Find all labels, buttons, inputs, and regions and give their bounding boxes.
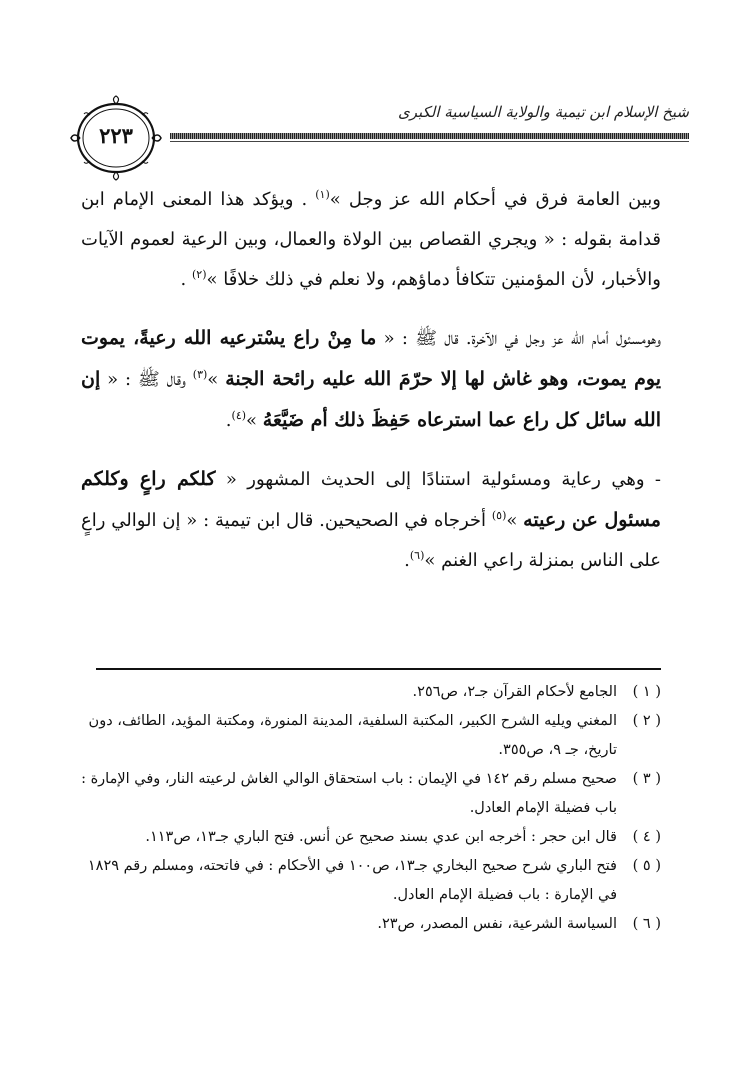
footnote-item <box>81 852 661 910</box>
footnote-ref-2: (٢) <box>191 268 207 281</box>
footnote-text: فتح الباري شرح صحيح البخاري جـ١٣، ص١٠٠ في الأحكام : في فاتحته، ومسلم رقم ١٨٢٩ في الإمارة : باب فضيلة الإمام العادل. <box>87 858 617 903</box>
footnote-text: قال ابن حجر : أخرجه ابن عدي بسند صحيح عن أنس. فتح الباري جـ١٣، ص١١٣. <box>145 829 617 845</box>
footnote-item <box>81 678 661 707</box>
footnote-ref-3: (٣) <box>192 368 208 381</box>
footnote-ref-1: (١) <box>315 188 330 201</box>
footnote-text: صحيح مسلم رقم ١٤٢ في الإيمان : باب استحقاق الوالي الغاش لرعيته النار، وفي الإمارة : باب فضيلة الإمام العادل. <box>81 771 617 816</box>
footnote-number: ( ٢ ) <box>632 713 661 729</box>
footnote-item <box>81 707 661 765</box>
footnote-item <box>81 910 661 939</box>
hadith-quote-3: كلكم راعٍ وكلكم مسئول عن رعيته <box>81 468 661 531</box>
text-run: . <box>225 410 232 431</box>
paragraph-2 <box>81 318 661 441</box>
main-text <box>81 180 661 599</box>
header-rule-thin <box>170 141 689 142</box>
text-run: » <box>506 510 524 531</box>
footnote-number: ( ٥ ) <box>632 858 661 874</box>
footnote-divider <box>96 668 661 670</box>
text-run: وبين العامة فرق في أحكام الله عز وجل » <box>329 189 661 210</box>
footnote-item <box>81 765 661 823</box>
page-header <box>0 95 751 165</box>
text-run: . ويؤكد هذا المعنى الإمام ابن قدامة بقوله : « ويجري القصاص بين الولاة والعمال، وبين الرعية لعموم الآيات والأخبار، لأن المؤمنين تتكافأ دماؤهم، ولا نعلم في ذلك خلافًا » <box>81 189 661 290</box>
hadith-quote-2: إن الله سائل كل راع عما استرعاه حَفِظَ ذلك أم ضَيَّعَهُ <box>81 368 661 431</box>
footnote-number: ( ٤ ) <box>632 829 661 845</box>
footnote-ref-6: (٦) <box>409 549 425 562</box>
footnotes <box>81 678 661 939</box>
running-title: شيخ الإسلام ابن تيمية والولاية السياسية الكبرى <box>397 103 689 121</box>
text-run: أخرجاه في الصحيحين. قال ابن تيمية : « إن الوالي راعٍ على الناس بمنزلة راعي الغنم » <box>81 510 661 571</box>
footnote-number: ( ١ ) <box>632 684 661 700</box>
text-run: . <box>180 269 192 290</box>
footnote-text: المغني ويليه الشرح الكبير، المكتبة السلفية، المدينة المنورة، ومكتبة المؤيد، الطائف، دون تاريخ، جـ ٩، ص٣٥٥. <box>88 713 617 758</box>
footnote-text: الجامع لأحكام القرآن جـ٢، ص٢٥٦. <box>412 684 617 700</box>
text-run: وقال ﷺ : « <box>100 369 193 390</box>
text-run: » <box>246 410 263 431</box>
hadith-quote-1: ما مِنْ راع يسْترعيه الله رعيةً، يموت يوم يموت، وهو غاش لها إلا حرّمَ الله عليه رائحة الجنة <box>81 327 662 390</box>
header-rule <box>170 133 689 139</box>
text-run: » <box>207 369 226 390</box>
footnote-number: ( ٦ ) <box>632 916 661 932</box>
footnote-ref-5: (٥) <box>491 509 507 522</box>
footnote-item <box>81 823 661 852</box>
footnote-number: ( ٣ ) <box>632 771 661 787</box>
text-run: وهومسئول أمام الله عز وجل في الآخرة. قال ﷺ : « <box>376 328 661 349</box>
paragraph-1 <box>81 180 661 300</box>
footnote-text: السياسة الشرعية، نفس المصدر، ص٢٣. <box>377 916 617 932</box>
page-number: ٢٢٣ <box>99 123 133 148</box>
footnote-ref-4: (٤) <box>231 409 247 422</box>
text-run: - وهي رعاية ومسئولية استنادًا إلى الحديث المشهور « <box>215 469 661 490</box>
paragraph-3 <box>81 459 661 581</box>
text-run: . <box>404 550 410 571</box>
